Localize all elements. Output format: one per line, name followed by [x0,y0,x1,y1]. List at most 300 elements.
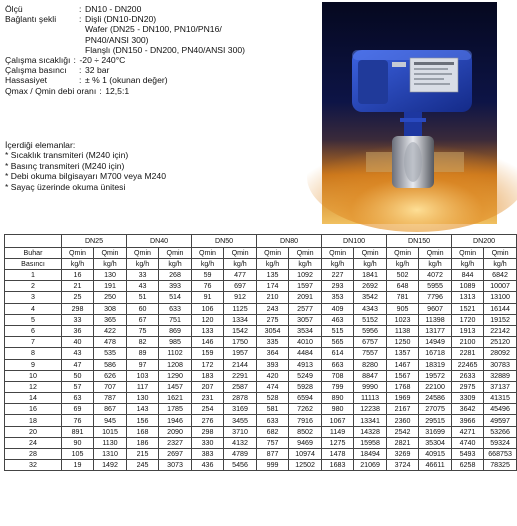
flow-cell: 75 [127,325,159,336]
flow-cell: 19572 [419,370,452,381]
flow-cell: 515 [322,325,354,336]
flow-cell: 1467 [387,359,419,370]
flow-cell: 3966 [452,415,484,426]
flow-cell: 1567 [387,370,419,381]
unit-header: kg/h [62,259,94,270]
flow-cell: 1957 [224,348,257,359]
flow-cell: 383 [192,449,224,460]
spec-separator: : [79,4,82,14]
flow-cell: 4913 [289,359,322,370]
flow-cell: 1750 [224,337,257,348]
flow-cell: 787 [94,393,127,404]
flow-cell: 477 [224,270,257,281]
spec-operating-temperature [5,55,325,65]
flow-cell: 2360 [387,415,419,426]
spec-separator: : [79,75,82,86]
flow-cell: 4072 [419,270,452,281]
flow-cell: 1785 [159,404,192,415]
flow-cell: 49597 [484,415,517,426]
table-row [5,337,517,348]
flow-cell: 18319 [419,359,452,370]
size-header: DN25 [62,235,127,248]
flow-cell: 2577 [289,303,322,314]
flow-cell: 210 [257,292,289,303]
flow-cell: 463 [322,314,354,325]
table-row [5,404,517,415]
flow-cell: 1969 [387,393,419,404]
flow-cell: 298 [62,303,94,314]
flow-cell: 1334 [224,314,257,325]
flow-cell: 799 [322,381,354,392]
transmitter-housing [352,50,472,112]
flow-cell: 21 [62,281,94,292]
flow-cell: 6842 [484,270,517,281]
flow-cell: 254 [192,404,224,415]
flow-cell: 8280 [354,359,387,370]
table-row [5,415,517,426]
column-header: Qmin [484,248,517,259]
flow-cell: 869 [159,325,192,336]
flow-cell: 697 [224,281,257,292]
table-row [5,281,517,292]
flow-cell: 985 [159,337,192,348]
flow-cell: 4343 [354,303,387,314]
unit-header: kg/h [159,259,192,270]
unit-header: kg/h [387,259,419,270]
flow-cell: 3309 [452,393,484,404]
column-header: Qmin [354,248,387,259]
flow-cell: 63 [62,393,94,404]
column-header: Qmin [127,248,159,259]
flow-cell: 1357 [387,348,419,359]
flow-cell: 2167 [387,404,419,415]
flow-cell: 43 [62,348,94,359]
table-row [5,303,517,314]
flow-cell: 682 [257,426,289,437]
table-row [5,370,517,381]
spec-label: Ölçü [5,4,23,14]
flow-cell: 10974 [289,449,322,460]
table-row [5,314,517,325]
pressure-cell: 3 [5,292,62,303]
pressure-cell: 6 [5,325,62,336]
flow-cell: 45496 [484,404,517,415]
flow-cell: 28092 [484,348,517,359]
flow-cell: 120 [192,314,224,325]
flow-cell: 117 [127,381,159,392]
column-header: Qmin [159,248,192,259]
flow-cell: 227 [322,270,354,281]
flow-cell: 103 [127,370,159,381]
flow-cell: 19152 [484,314,517,325]
flow-cell: 5928 [289,381,322,392]
pressure-cell: 14 [5,393,62,404]
list-item: * Sayaç üzerinde okuma ünitesi [5,181,126,192]
flow-cell: 15958 [354,437,387,448]
flow-cell: 8847 [354,370,387,381]
flow-cell: 1913 [452,325,484,336]
flow-cell: 31699 [419,426,452,437]
flow-cell: 1149 [322,426,354,437]
flow-cell: 2291 [224,370,257,381]
pressure-cell: 20 [5,426,62,437]
flow-cell: 14328 [354,426,387,437]
flow-cell: 51 [127,292,159,303]
flow-cell: 1720 [452,314,484,325]
flow-cell: 1768 [387,381,419,392]
pressure-cell: 32 [5,460,62,471]
flow-cell: 22100 [419,381,452,392]
flow-cell: 7796 [419,292,452,303]
flow-cell: 877 [257,449,289,460]
flow-cell: 12502 [289,460,322,471]
flow-cell: 37137 [484,381,517,392]
column-header: Qmin [387,248,419,259]
flow-cell: 191 [94,281,127,292]
flow-cell: 36 [62,325,94,336]
flow-cell: 16 [62,270,94,281]
flow-cell: 135 [257,270,289,281]
flow-cell: 5456 [224,460,257,471]
flow-cell: 757 [257,437,289,448]
flow-cell: 298 [192,426,224,437]
flow-cell: 4484 [289,348,322,359]
flow-cell: 33 [127,270,159,281]
spec-label: Qmax / Qmin debi oranı [5,85,97,96]
flow-cell: 133 [192,325,224,336]
flow-cell: 25120 [484,337,517,348]
steam-flow-table [4,234,512,471]
flow-cell: 6258 [452,460,484,471]
spec-value-line: Dişli (DN10-DN20) [85,14,157,25]
flow-cell: 393 [159,281,192,292]
flow-cell: 89 [127,348,159,359]
pressure-cell: 8 [5,348,62,359]
flow-cell: 3534 [289,325,322,336]
included-components [5,140,166,192]
flow-cell: 6594 [289,393,322,404]
flow-cell: 4010 [289,337,322,348]
unit-header: kg/h [127,259,159,270]
flow-cell: 293 [322,281,354,292]
flow-cell: 867 [94,404,127,415]
flow-cell: 1290 [159,370,192,381]
flow-cell: 18494 [354,449,387,460]
flow-cell: 3073 [159,460,192,471]
flow-cell: 69 [62,404,94,415]
flow-cell: 67 [127,314,159,325]
flow-cell: 1089 [452,281,484,292]
flow-cell: 130 [94,270,127,281]
flow-cell: 41315 [484,393,517,404]
pressure-cell: 18 [5,415,62,426]
flow-cell: 275 [257,314,289,325]
flow-cell: 105 [62,449,94,460]
flow-cell: 4271 [452,426,484,437]
flow-cell: 91 [192,292,224,303]
flow-cell: 9469 [289,437,322,448]
flow-cell: 12238 [354,404,387,415]
spec-operating-pressure [5,65,325,75]
flow-cell: 1683 [322,460,354,471]
flow-cell: 10007 [484,281,517,292]
pressure-cell: 1 [5,270,62,281]
table-header-units [5,259,517,270]
pressure-cell: 10 [5,370,62,381]
pressure-cell: 7 [5,337,62,348]
table-header-sizes [5,235,517,248]
flow-cell: 626 [94,370,127,381]
flow-cell: 2697 [159,449,192,460]
flow-cell: 708 [322,370,354,381]
table-row [5,449,517,460]
flow-cell: 308 [94,303,127,314]
spec-label: Çalışma sıcaklığı [5,55,71,66]
flow-cell: 106 [192,303,224,314]
flow-cell: 528 [257,393,289,404]
flow-cell: 3269 [387,449,419,460]
flow-cell: 2327 [159,437,192,448]
flow-cell: 535 [94,348,127,359]
flow-cell: 330 [192,437,224,448]
flow-cell: 1138 [387,325,419,336]
flow-cell: 78325 [484,460,517,471]
flow-cell: 2878 [224,393,257,404]
table-body [5,270,517,471]
flow-cell: 35304 [419,437,452,448]
flow-cell: 353 [322,292,354,303]
size-header: DN40 [127,235,192,248]
table-row [5,292,517,303]
flow-cell: 207 [192,381,224,392]
table-row [5,393,517,404]
spec-value: -20 ÷ 240°C [79,55,126,66]
flow-cell: 90 [62,437,94,448]
flow-cell: 422 [94,325,127,336]
flowmeter-product-photo [322,2,497,224]
table-header-columns [5,248,517,259]
flow-cell: 40 [62,337,94,348]
flow-cell: 2633 [452,370,484,381]
flow-cell: 781 [387,292,419,303]
flow-cell: 365 [94,314,127,325]
pressure-cell: 12 [5,381,62,392]
flow-cell: 581 [257,404,289,415]
flow-cell: 3054 [257,325,289,336]
flow-cell: 16144 [484,303,517,314]
flow-cell: 1067 [322,415,354,426]
flow-cell: 1542 [224,325,257,336]
flow-cell: 50 [62,370,94,381]
flow-cell: 586 [94,359,127,370]
flow-cell: 5955 [419,281,452,292]
pressure-cell: 4 [5,303,62,314]
flow-cell: 1102 [159,348,192,359]
flow-cell: 3057 [289,314,322,325]
flow-cell: 999 [257,460,289,471]
flow-cell: 2091 [289,292,322,303]
spec-label: Bağlantı şekli [5,14,57,25]
unit-header: kg/h [484,259,517,270]
column-header: Qmin [224,248,257,259]
flow-cell: 59324 [484,437,517,448]
flow-cell: 565 [322,337,354,348]
flow-cell: 3169 [224,404,257,415]
flow-cell: 174 [257,281,289,292]
pressure-cell: 24 [5,437,62,448]
size-header: DN200 [452,235,517,248]
flow-cell: 474 [257,381,289,392]
flow-cell: 9990 [354,381,387,392]
flow-cell: 186 [127,437,159,448]
flow-cell: 633 [159,303,192,314]
flow-cell: 156 [127,415,159,426]
flow-cell: 21069 [354,460,387,471]
flow-cell: 11398 [419,314,452,325]
flow-cell: 97 [127,359,159,370]
flow-cell: 420 [257,370,289,381]
flow-cell: 5152 [354,314,387,325]
flow-cell: 4740 [452,437,484,448]
flow-cell: 1946 [159,415,192,426]
size-header: DN80 [257,235,322,248]
column-header: Qmin [257,248,289,259]
unit-header: kg/h [322,259,354,270]
spec-value-line: PN40/ANSI 300) [85,34,149,45]
pressure-cell: 9 [5,359,62,370]
flow-cell: 2821 [387,437,419,448]
flow-cell: 2281 [452,348,484,359]
flow-rate-table [4,234,517,471]
column-header: Qmin [289,248,322,259]
flow-cell: 663 [322,359,354,370]
table-row [5,359,517,370]
flow-cell: 172 [192,359,224,370]
flow-cell: 25 [62,292,94,303]
flow-cell: 47 [62,359,94,370]
unit-header: kg/h [419,259,452,270]
flow-cell: 5249 [289,370,322,381]
unit-header: kg/h [94,259,127,270]
table-row [5,270,517,281]
unit-header: kg/h [257,259,289,270]
column-header: Qmin [192,248,224,259]
flow-cell: 7557 [354,348,387,359]
flow-cell: 1841 [354,270,387,281]
flow-cell: 40915 [419,449,452,460]
list-item: * Basınç transmiteri (M240 için) [5,160,125,171]
flow-cell: 146 [192,337,224,348]
pipe-left [366,152,392,172]
flow-cell: 393 [257,359,289,370]
flow-cell: 3724 [387,460,419,471]
flow-cell: 43 [127,281,159,292]
corner-label-top: Buhar [5,248,62,259]
flow-cell: 13100 [484,292,517,303]
spec-value: 32 bar [85,65,110,76]
table-row [5,348,517,359]
flow-cell: 335 [257,337,289,348]
column-header: Qmin [62,248,94,259]
flow-cell: 3542 [354,292,387,303]
flow-cell: 1310 [94,449,127,460]
table-row [5,460,517,471]
unit-header: kg/h [289,259,322,270]
flow-cell: 502 [387,270,419,281]
flow-cell: 478 [94,337,127,348]
flow-cell: 3642 [452,404,484,415]
flow-cell: 751 [159,314,192,325]
spec-connection-type [5,14,325,55]
flow-cell: 844 [452,270,484,281]
flow-cell: 4132 [224,437,257,448]
flow-cell: 648 [387,281,419,292]
flow-cell: 1125 [224,303,257,314]
unit-header: kg/h [192,259,224,270]
flow-cell: 9607 [419,303,452,314]
unit-header: kg/h [452,259,484,270]
spec-size [5,4,325,14]
spec-value: DN10 - DN200 [85,4,142,14]
flow-cell: 14949 [419,337,452,348]
column-header: Qmin [452,248,484,259]
flow-cell: 1313 [452,292,484,303]
specifications-block [5,4,325,96]
corner-cell [5,235,62,248]
unit-header: kg/h [224,259,257,270]
sensor-neck [404,112,422,136]
flow-cell: 46611 [419,460,452,471]
flow-cell: 143 [127,404,159,415]
flow-cell: 514 [159,292,192,303]
flow-cell: 29515 [419,415,452,426]
flow-cell: 22142 [484,325,517,336]
flow-cell: 60 [127,303,159,314]
size-header: DN100 [322,235,387,248]
flow-cell: 980 [322,404,354,415]
flow-cell: 912 [224,292,257,303]
flow-cell: 1250 [387,337,419,348]
flow-cell: 59 [192,270,224,281]
flow-cell: 1208 [159,359,192,370]
flow-cell: 7262 [289,404,322,415]
flow-cell: 183 [192,370,224,381]
flow-cell: 22465 [452,359,484,370]
flow-cell: 409 [322,303,354,314]
flow-cell: 27075 [419,404,452,415]
flow-cell: 8502 [289,426,322,437]
flow-cell: 668753 [484,449,517,460]
flow-cell: 1597 [289,281,322,292]
flow-cell: 905 [387,303,419,314]
flow-cell: 1130 [94,437,127,448]
column-header: Qmin [322,248,354,259]
flow-cell: 1478 [322,449,354,460]
flow-cell: 6757 [354,337,387,348]
flow-cell: 276 [192,415,224,426]
flow-cell: 5493 [452,449,484,460]
flow-cell: 2542 [387,426,419,437]
flow-cell: 2144 [224,359,257,370]
flow-cell: 11113 [354,393,387,404]
flow-cell: 707 [94,381,127,392]
column-header: Qmin [419,248,452,259]
flow-cell: 1621 [159,393,192,404]
flow-cell: 1092 [289,270,322,281]
flow-cell: 2090 [159,426,192,437]
pressure-cell: 16 [5,404,62,415]
flow-cell: 245 [127,460,159,471]
